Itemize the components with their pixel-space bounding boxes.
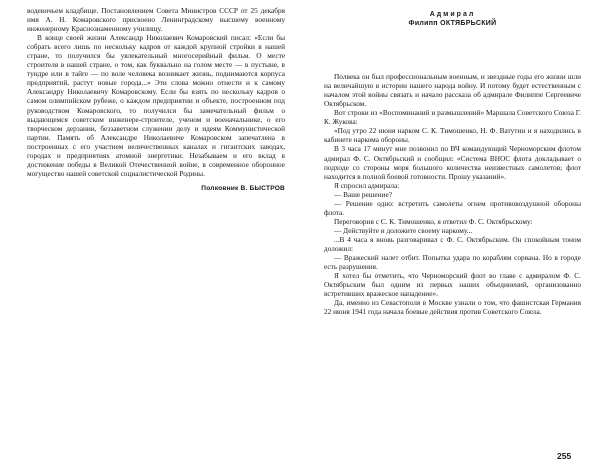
paragraph: Полвека он был профессиональным военным, и звездные годы его жизни шли на величайшую в истории нашего народа войну. И потому будет естественным с началом этой войны связать и начало рассказа об адмирале Филиппе Сергеевиче Октябрьском. <box>324 72 581 109</box>
paragraph: — Решение одно: встретить самолеты огнем противовоздушной обороны флота. <box>324 198 581 217</box>
paragraph: — Ваше решение? <box>334 189 392 199</box>
paragraph: ...В 4 часа я вновь разговаривал с Ф. С. Октябрьским. Он спокойным тоном доложил: <box>324 234 581 253</box>
paragraph: «Под утро 22 июня нарком С. К. Тимошенко, Н. Ф. Ватутин и я находились в кабинете наркома обороны. <box>324 126 581 145</box>
paragraph: Да, именно из Севастополя в Москве узнали о том, что фашистская Германия 22 июня 1941 года начала боевые действия против Советского Союза. <box>324 298 581 317</box>
paragraph: водевичьем кладбище. Постановлением Совета Министров СССР от 25 декабря имя А. Н. Комаровского присвоено Ленинградскому высшему военному инженерному Краснознаменному училищу. <box>27 6 285 34</box>
paragraph: — Действуйте и доложите своему наркому... <box>334 225 473 235</box>
paragraph: — Вражеский налет отбит. Попытка удара по кораблям сорвана. Но в городе есть разрушения. <box>324 253 581 272</box>
paragraph: В 3 часа 17 минут мне позвонил по ВЧ командующий Черноморским флотом адмирал Ф. С. Октябрьский и сообщил: «Система ВНОС флота докладывает о подходе со стороны моря большого количества неизвестных самолетов; флот находится в полной боевой готовности. Прошу указаний». <box>324 144 581 181</box>
paragraph: Переговорив с С. К. Тимошенко, я ответил Ф. С. Октябрьскому: <box>334 216 533 226</box>
paragraph: В конце своей жизни Александр Николаевич Комаровский писал: «Если бы собрать всего лишь по нескольку кадров от каждой крупной стройки в нашей стране, то получился бы увлекательный многосерийный фильм. О месте строителя в нашей стране, о том, как буквально на голом месте — в пустыне, в тундре или в тайге — по воле человека возникает жизнь, поднимаются корпуса предприятий, растут новые города...» Эти слова можно отнести и к самому Александру Николаевичу Комаровскому. Если бы взять по нескольку кадров о самом олимпийском рубеже, о каждом предприятии и объекте, построенном под руководством Комаровского, то получился бы замечательный фильм о выдающемся советском инженере-строителе, ученом и военачальнике, о его творческом дерзании, беззаветном служении делу и идеям Коммунистической партии. Память об Александре Николаевиче Комаровском запечатлена в построенных с его участием величественных каналах и гигантских заводах, городах и предприятиях атомной энергетики. Незабываем и его вклад в достижение победы в Великой Отечественной войне, в современное оборонное могущество нашей советской социалистической Родины. <box>27 33 285 178</box>
page-number: 255 <box>557 451 572 461</box>
author-signature: Полковник В. БЫСТРОВ <box>201 184 285 192</box>
paragraph: Я спросил адмирала: <box>334 180 400 190</box>
paragraph: Я хотел бы отметить, что Черноморский флот во главе с адмиралом Ф. С. Октябрьским был одним из первых наших объединений, организованно встретивших вражеское нападение». <box>324 271 581 299</box>
right-page <box>324 6 581 316</box>
article-heading-rank: Адмирал <box>429 11 476 18</box>
article-heading-name: Филипп ОКТЯБРЬСКИЙ <box>408 20 497 28</box>
left-page <box>27 6 285 193</box>
paragraph: Вот строки из «Воспоминаний и размышлений» Маршала Советского Союза Г. К. Жукова: <box>324 108 581 127</box>
